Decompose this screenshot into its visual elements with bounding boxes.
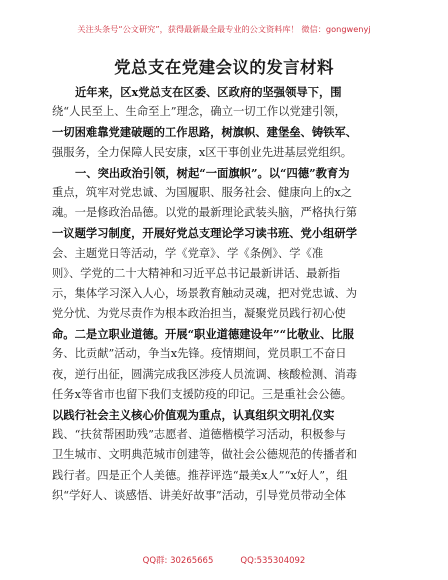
body-line: 绕“人民至上、生命至上”理念，确立一切工作以党建引领， (52, 105, 346, 119)
body-line: 党分忧、为党尽责作为根本政治担当，凝聚党员践行初心使 (52, 307, 346, 321)
footer-contacts (0, 554, 448, 566)
body-line: 践、“扶贫帮困助残”志愿者、道德楷模学习活动，积极参与 (52, 428, 346, 442)
body-line: 践行者。四是正个人美德。推荐评选“最美x人”“x好人”，组 (52, 468, 348, 482)
body-line: 示，集体学习深入人心，场景教育触动灵魂，把对党忠诚、为 (52, 286, 358, 300)
body-line: 重点，筑牢对党忠诚、为国履职、服务社会、健康向上的x之 (52, 185, 353, 199)
body-line: 以践行社会主义核心价值观为重点，认真组织文明礼仪实 (52, 408, 335, 422)
body-line: 命。二是立职业道德。开展“职业道德建设年”“比敬业、比服 (52, 327, 354, 342)
body-line: 任务x等省市也留下我们支援防疫的印记。三是重社会公德。 (52, 387, 353, 401)
body-line: 近年来，区x党总支在区委、区政府的坚强领导下，围 (75, 85, 342, 99)
header-banner: 关注头条号“公文研究”，获得最新最全最专业的公文资料库！ 微信：gongwenyj (77, 24, 371, 34)
body-line: 魂。一是修政治品德。以党的最新理论武装头脑，严格执行第 (52, 206, 358, 220)
body-line: 织“学好人、谈感悟、讲美好故事”活动，引导党员带动全体 (52, 488, 346, 502)
body-line: 则》、学党的二十大精神和习近平总书记最新讲话、最新指 (52, 266, 341, 280)
section-heading: 一、突出政治引领，树起“一面旗帜”。以“四德”教育为 (75, 165, 350, 180)
body-line: 卫生城市、文明典范城市创建等，做社会公德规范的传播者和 (52, 448, 358, 462)
body-line: 一议题学习制度，开展好党总支理论学习读书班、党小组研学 (52, 226, 358, 241)
body-line: 务、比贡献”活动，争当x先锋。疫情期间，党员职工不奋日 (52, 347, 347, 361)
body-line: 会、主题党日等活动，学《党章》、学《条例》、学《准 (52, 246, 324, 260)
qq-group-text: QQ群: 30265665 (142, 556, 214, 566)
body-line: 一切困难靠党建破题的工作思路，树旗帜、建堡垒、铸铁军、 (52, 125, 358, 140)
body-line: 夜，逆行出征，圆满完成我区涉疫人员流调、核酸检测、消毒 (52, 367, 358, 381)
document-body (52, 82, 400, 506)
qq-text: QQ:535304092 (240, 556, 306, 566)
document-title: 党总支在党建会议的发言材料 (114, 58, 334, 77)
body-line: 强服务，全力保障人民安康，x区干事创业先进基层党组织。 (52, 145, 353, 159)
